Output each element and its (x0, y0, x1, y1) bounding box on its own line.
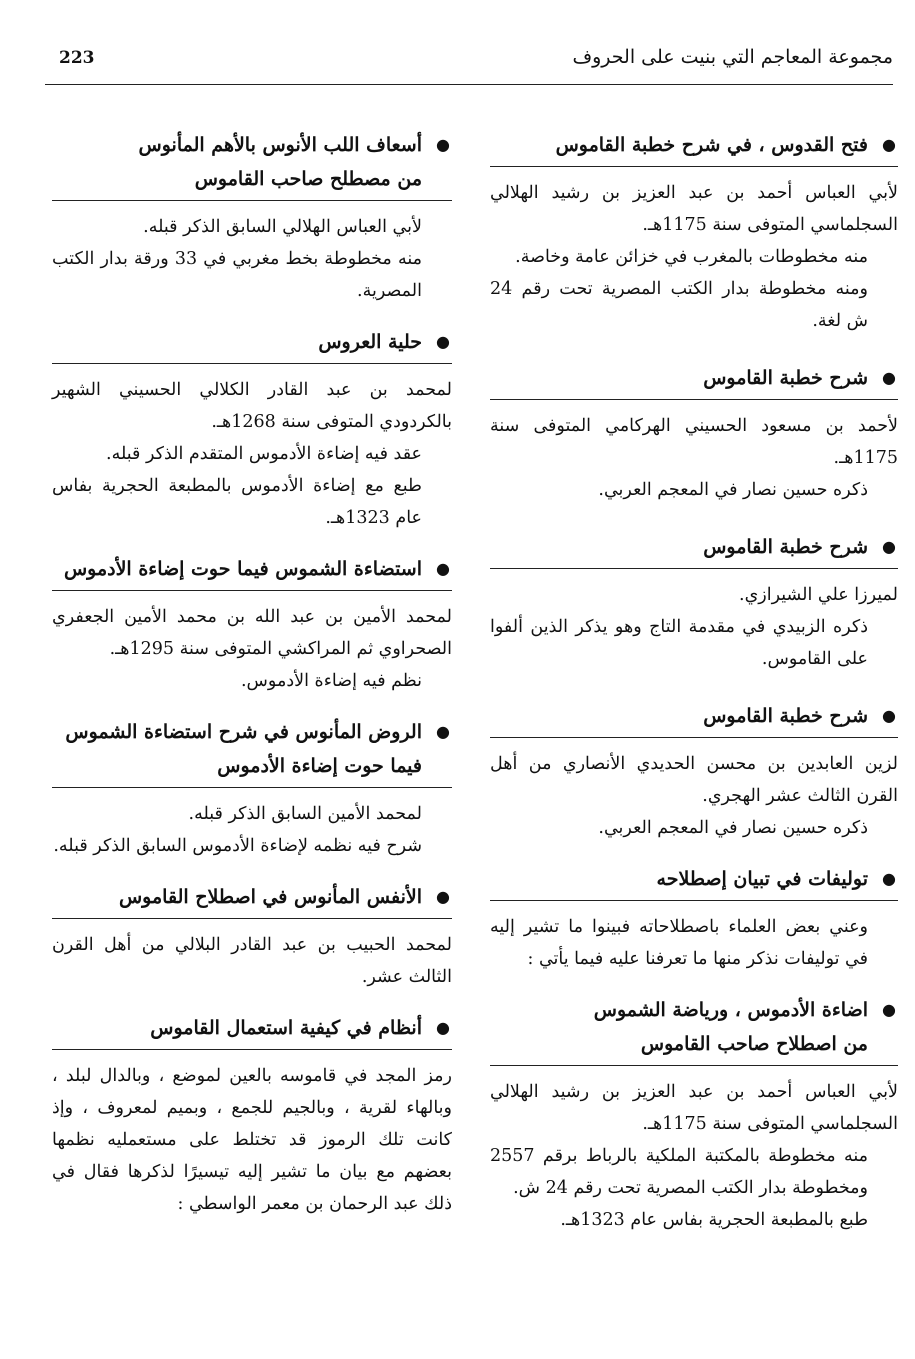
entry-title (490, 530, 898, 564)
title-rule (52, 590, 452, 591)
entry (52, 715, 452, 862)
title-rule (52, 200, 452, 201)
entry-paragraph: لمحمد بن عبد القادر الكلالي الحسيني الشهير بالكردودي المتوفى سنة 1268هـ. (52, 380, 452, 432)
title-rule (52, 363, 452, 364)
bullet-icon: ● (436, 332, 450, 351)
entry-title-line: استضاءة الشموس فيما حوت إضاءة الأدموس (63, 558, 422, 580)
entry-title (490, 128, 898, 162)
entry-paragraph: نظم فيه إضاءة الأدموس. (240, 671, 422, 691)
entry-title-line: الروض المأنوس في شرح استضاءة الشموس (65, 721, 422, 743)
entry (52, 880, 452, 993)
entry-paragraph: طبع بالمطبعة الحجرية بفاس عام 1323هـ. (560, 1210, 868, 1230)
entry-title (52, 128, 452, 196)
entry-paragraph: لزين العابدين بن محسن الحديدي الأنصاري من أهل القرن الثالث عشر الهجري. (490, 754, 898, 806)
entry-paragraph: منه مخطوطة بخط مغربي في 33 ورقة بدار الكتب المصرية. (52, 249, 423, 301)
entry-title-line: فيما حوت إضاءة الأدموس (217, 755, 422, 777)
bullet-icon: ● (882, 368, 896, 387)
entry-title (490, 862, 898, 896)
entry-title (52, 715, 452, 783)
entry-title-line: من اصطلاح صاحب القاموس (640, 1033, 868, 1055)
entry-paragraph: ذكره الزبيدي في مقدمة التاج وهو يذكر الذين ألفوا على القاموس. (490, 617, 868, 669)
entry (490, 361, 898, 506)
title-rule (490, 900, 898, 901)
entry-title (490, 361, 898, 395)
entry (52, 325, 452, 534)
entry-paragraph: شرح فيه نظمه لإضاءة الأدموس السابق الذكر قبله. (53, 836, 422, 856)
entry-title (490, 993, 898, 1061)
entry-title-line: فتح القدوس ، في شرح خطبة القاموس (555, 134, 868, 156)
bullet-icon: ● (436, 887, 450, 906)
entry-paragraph: منه مخطوطة بالمكتبة الملكية بالرباط برقم 2557 ومخطوطة بدار الكتب المصرية تحت رقم 24 ش. (490, 1146, 868, 1198)
entry-title (52, 1011, 452, 1045)
entry-title-line: اضاءة الأدموس ، ورياضة الشموس (593, 999, 868, 1021)
entry-paragraph: رمز المجد في قاموسه بالعين لموضع ، وبالدال لبلد ، وبالهاء لقرية ، وبالجيم للجمع ، وبميم لمعروف ، وإذ كانت تلك الرموز قد تختلط على مستعمليه نظمها بعضهم مع بيان ما تشير إليه تيسيرًا لذكرها فقال في ذلك عبد الرحمان بن معمر الواسطي : (52, 1066, 452, 1214)
entry-paragraph: وعني بعض العلماء باصطلاحاته فبينوا ما تشير إليه في توليفات نذكر منها ما تعرفنا عليه فيما يأتي : (490, 917, 868, 969)
entry (490, 128, 898, 337)
title-rule (52, 1049, 452, 1050)
entry-title (52, 325, 452, 359)
entry-paragraph: منه مخطوطات بالمغرب في خزائن عامة وخاصة. (515, 247, 868, 267)
bullet-icon: ● (436, 135, 450, 154)
bullet-icon: ● (882, 1000, 896, 1019)
bullet-icon: ● (436, 722, 450, 741)
title-rule (490, 568, 898, 569)
entry-title (52, 880, 452, 914)
entry-title-line: حلية العروس (318, 331, 422, 353)
title-rule (490, 399, 898, 400)
entry-paragraph: لأحمد بن مسعود الحسيني الهركامي المتوفى سنة 1175هـ. (490, 416, 898, 468)
entry (52, 128, 452, 307)
entry (490, 530, 898, 675)
title-rule (52, 918, 452, 919)
entry-paragraph: لمحمد الحبيب بن عبد القادر البلالي من أهل القرن الثالث عشر. (52, 935, 452, 987)
bullet-icon: ● (882, 135, 896, 154)
title-rule (490, 1065, 898, 1066)
entry (490, 862, 898, 975)
entry-paragraph: لميرزا علي الشيرازي. (739, 585, 898, 605)
entry-paragraph: ذكره حسين نصار في المعجم العربي. (598, 818, 868, 838)
entry-title (490, 699, 898, 733)
entry-title-line: شرح خطبة القاموس (703, 705, 868, 727)
entry-paragraph: ومنه مخطوطة بدار الكتب المصرية تحت رقم 24 ش لغة. (490, 279, 868, 331)
entry-title-line: توليفات في تبيان إصطلاحه (656, 868, 868, 890)
title-rule (490, 737, 898, 738)
title-rule (490, 166, 898, 167)
entry-paragraph: لأبي العباس أحمد بن عبد العزيز بن رشيد الهلالي السجلماسي المتوفى سنة 1175هـ. (490, 183, 898, 235)
entry-title-line: أنظام في كيفية استعمال القاموس (150, 1017, 422, 1039)
page-header (45, 40, 893, 85)
bullet-icon: ● (436, 1018, 450, 1037)
bullet-icon: ● (882, 706, 896, 725)
bullet-icon: ● (882, 869, 896, 888)
entry-title-line: أسعاف اللب الأنوس بالأهم المأنوس (138, 134, 422, 156)
entry-title-line: من مصطلح صاحب القاموس (194, 168, 422, 190)
entry-title-line: شرح خطبة القاموس (703, 367, 868, 389)
entry (52, 552, 452, 697)
entry-title (52, 552, 452, 586)
entry-paragraph: لمحمد الأمين بن عبد الله بن محمد الأمين الجعفري الصحراوي ثم المراكشي المتوفى سنة 1295هـ. (52, 607, 452, 659)
entry-title-line: الأنفس المأنوس في اصطلاح القاموس (118, 886, 422, 908)
bullet-icon: ● (436, 559, 450, 578)
entry (490, 993, 898, 1236)
running-title: مجموعة المعاجم التي بنيت على الحروف (572, 46, 893, 68)
entry-paragraph: عقد فيه إضاءة الأدموس المتقدم الذكر قبله. (106, 444, 422, 464)
entry-paragraph: طبع مع إضاءة الأدموس بالمطبعة الحجرية بفاس عام 1323هـ. (52, 476, 422, 528)
entry (490, 699, 898, 844)
entry-paragraph: لأبي العباس أحمد بن عبد العزيز بن رشيد الهلالي السجلماسي المتوفى سنة 1175هـ. (490, 1082, 898, 1134)
page-number: 223 (59, 48, 95, 68)
title-rule (52, 787, 452, 788)
entry (52, 1011, 452, 1220)
left-column (52, 128, 452, 1220)
entry-paragraph: ذكره حسين نصار في المعجم العربي. (598, 480, 868, 500)
entry-paragraph: لأبي العباس الهلالي السابق الذكر قبله. (143, 217, 422, 237)
entry-paragraph: لمحمد الأمين السابق الذكر قبله. (188, 804, 422, 824)
bullet-icon: ● (882, 537, 896, 556)
entry-title-line: شرح خطبة القاموس (703, 536, 868, 558)
right-column (490, 128, 898, 1236)
